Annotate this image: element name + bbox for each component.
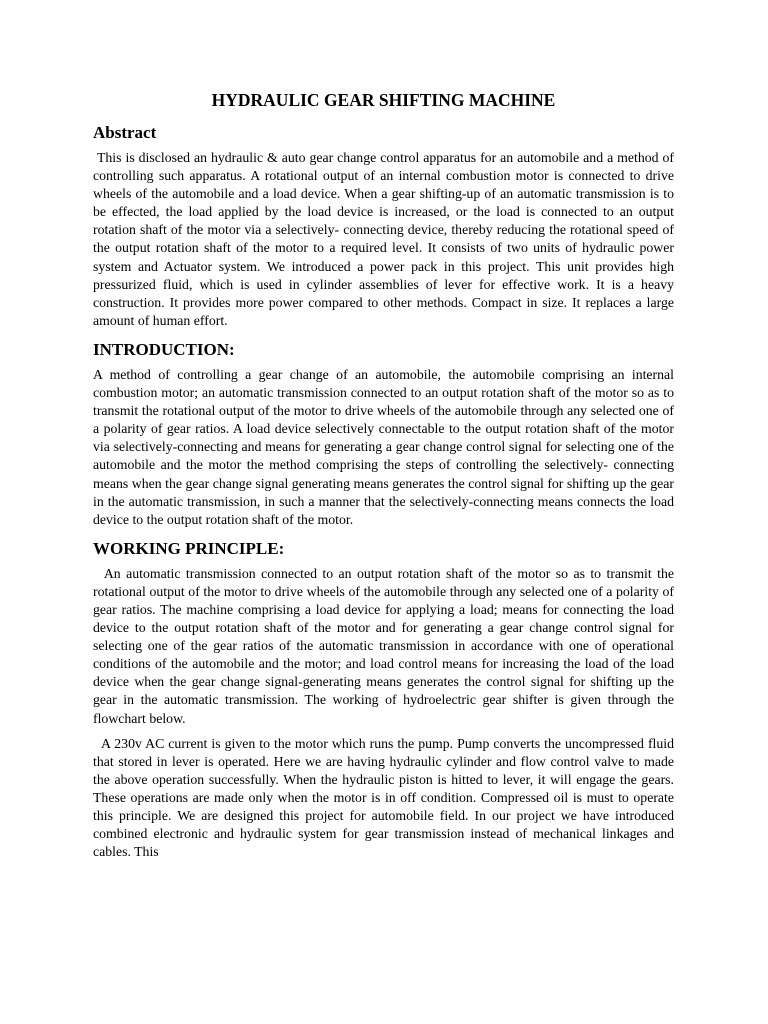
abstract-paragraph: This is disclosed an hydraulic & auto gear change control apparatus for an automobile and a method of controlling such apparatus. A rotational output of an internal combustion motor is connected to drive wheels of the automobile and a load device. When a gear shifting-up of an automatic transmission is to be effected, the load applied by the load device is increased, or the load is connected to an output rotation shaft of the motor via a selectively- connecting device, thereby reducing the rotational speed of the output rotation shaft of the motor to a required level. It consists of two units of hydraulic power system and Actuator system. We introduced a power pack in this project. This unit provides high pressurized fluid, which is used in cylinder assemblies of lever for effective work. It is a heavy construction. It provides more power compared to other methods. Compact in size. It replaces a large amount of human effort. — [93, 150, 678, 328]
paper-title: HYDRAULIC GEAR SHIFTING MACHINE — [211, 90, 556, 110]
introduction-paragraph: A method of controlling a gear change of an automobile, the automobile comprising an internal combustion motor; an automatic transmission connected to an output rotation shaft of the motor so as to transmit the rotational output of the motor to drive wheels of the automobile through any selected one of a polarity of gear ratios. A load device selectively connectable to the output rotation shaft of the motor via selectively-connecting and means for generating a gear change control signal for selecting one of the automobile and the motor the method comprising the steps of controlling the selectively- connecting means when the gear change signal generating means generates the control signal for shifting up the gear in the automatic transmission, in such a manner that the selectively-connecting means connects the load device to the output rotation shaft of the motor. — [93, 366, 674, 527]
working-principle-paragraph-1: An automatic transmission connected to an output rotation shaft of the motor so as to transmit the rotational output of the motor to drive wheels of the automobile through any selected one of a polarity of gear ratios. The machine comprising a load device for applying a load; means for connecting the load device to the output rotation shaft of the motor and for generating a gear change control signal for selecting one of the gear ratios of the automatic transmission in accordance with one of operational conditions of the automobile and the motor; and load control means for increasing the load of the load device when the gear change signal-generating means generates the control signal for shifting up the gear in the automatic transmission. The working of hydroelectric gear shifter is given through the flowchart below. — [93, 565, 678, 726]
section-heading-introduction: INTRODUCTION: — [93, 339, 235, 359]
section-heading-abstract: Abstract — [93, 123, 157, 142]
section-heading-working-principle: WORKING PRINCIPLE: — [93, 538, 285, 558]
document-page — [93, 88, 678, 868]
working-principle-paragraph-2: A 230v AC current is given to the motor which runs the pump. Pump converts the uncompressed fluid that stored in lever is operated. Here we are having hydraulic cylinder and flow control valve to made the above operation successfully. When the hydraulic piston is hitted to lever, it will engage the gears. These operations are made only when the motor is in off condition. Compressed oil is must to operate this principle. We are designed this project for automobile field. In our project we have introduced combined electronic and hydraulic system for gear transmission instead of mechanical linkages and cables. This — [93, 735, 678, 860]
